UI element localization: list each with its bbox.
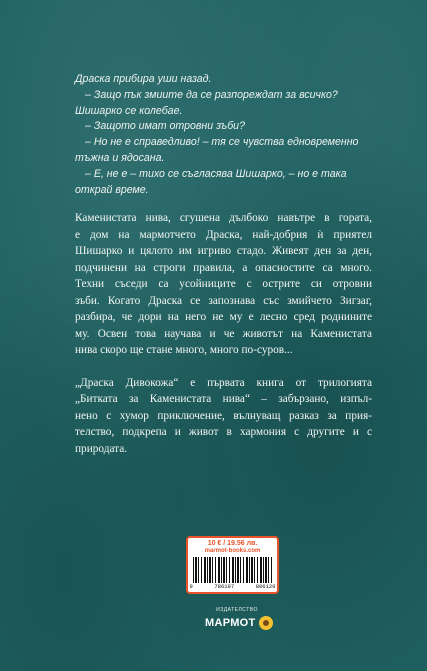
excerpt-line: – Но не е справедливо! – тя се чувства едновременно xyxy=(85,136,359,149)
excerpt-line: – Защото имат отровни зъби? xyxy=(85,120,245,133)
excerpt-line: Драска прибира уши назад. xyxy=(75,73,212,85)
excerpt-line: тъжна и ядосана. xyxy=(75,151,165,164)
excerpt-block xyxy=(75,72,370,198)
summary-line: Каменистата нива, сгушена дълбоко навътре в гората, xyxy=(75,212,372,224)
summary-line: нива скоро ще стане много, много по-суров... xyxy=(75,344,293,356)
excerpt-line: – Е, не е – тихо се съгласява Шишарко, – но е така xyxy=(85,167,347,180)
summary-line: е дом на мармотчето Драска, най-добрия ѝ приятел xyxy=(75,228,372,241)
website-label: marmot-books.com xyxy=(204,548,261,554)
marmot-logo-icon xyxy=(259,616,273,630)
publisher-name: МАРМОТ xyxy=(205,617,256,629)
isbn-prefix: 9 xyxy=(189,583,193,590)
price-label: 10 € / 19.56 лв. xyxy=(207,540,258,547)
isbn-group-1: 786197 xyxy=(214,583,235,590)
isbn-group-2: 806120 xyxy=(255,583,276,590)
summary-line: „Драска Дивокожа“ е първата книга от трилогията xyxy=(75,376,372,389)
publisher-label: ИЗДАТЕЛСТВО xyxy=(216,607,258,613)
excerpt-line: открай време. xyxy=(75,183,149,196)
summary-paragraph-1 xyxy=(75,210,372,359)
book-summary xyxy=(75,210,372,457)
summary-line: зъби. Когато Драска се запознава със змийчето Зигзаг, xyxy=(75,294,372,307)
barcode-icon xyxy=(193,557,273,583)
summary-line: нено с хумор приключение, вълнуващ разказ за прия- xyxy=(75,409,372,422)
summary-line: телство, подкрепа и живот в хармония с другите и с xyxy=(75,426,372,438)
summary-line: „Битката за Каменистата нива“ – забързано, изпъл- xyxy=(75,393,372,405)
excerpt-line: Шишарко се колебае. xyxy=(75,104,183,117)
excerpt-line: – Защо пък змиите да се разпореждат за всичко? xyxy=(85,88,338,101)
summary-line: Шишарко и цялото им игриво стадо. Живеят ден за ден, xyxy=(75,245,372,257)
summary-line: подчинени на строги правила, а опасностите са много. xyxy=(75,261,372,274)
publisher-logo xyxy=(205,607,269,631)
summary-line: природата. xyxy=(75,442,128,455)
isbn-digits xyxy=(190,583,276,590)
price-barcode-box xyxy=(186,536,279,594)
summary-line: му. Освен това научава и че животът на Каменистата xyxy=(75,327,372,340)
summary-paragraph-2 xyxy=(75,375,372,458)
summary-line: разбира, че дори на него не му е лесно сред роднините xyxy=(75,311,372,323)
summary-line: Техни съседи са усойниците с острите си отровни xyxy=(75,278,372,290)
